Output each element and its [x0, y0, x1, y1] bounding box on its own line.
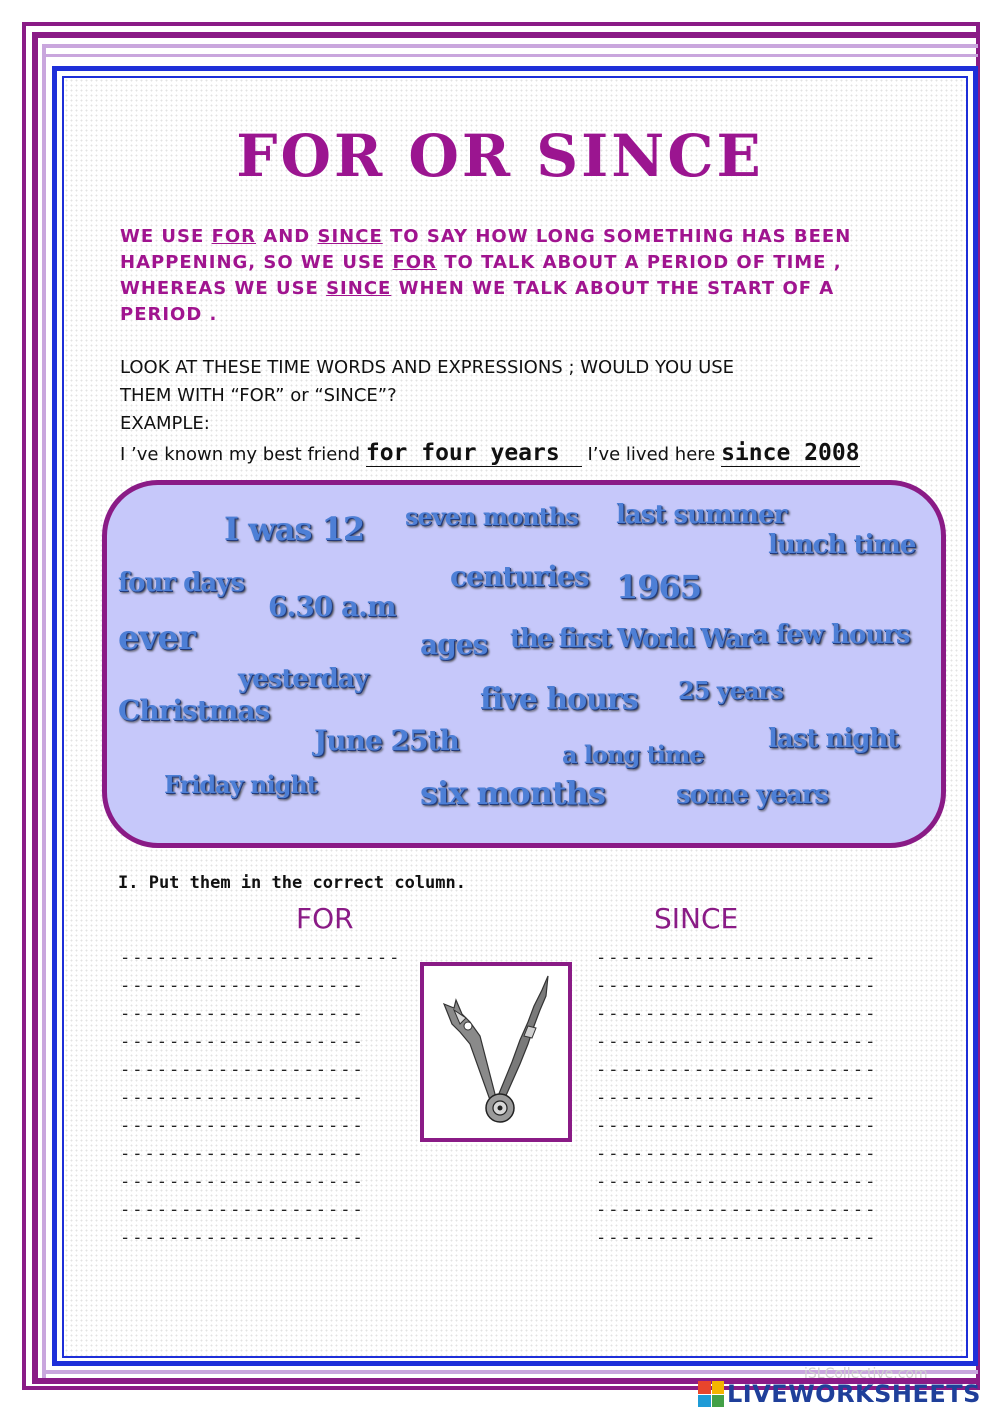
for-column	[120, 944, 401, 1252]
word-chip[interactable]: June 25th	[314, 724, 459, 757]
word-chip[interactable]: 6.30 a.m	[268, 590, 396, 623]
answer-line[interactable]: --------------------	[120, 976, 365, 996]
for-keyword: FOR	[392, 252, 437, 273]
word-chip[interactable]: some years	[676, 780, 828, 810]
answer-line[interactable]: --------------------	[120, 1088, 365, 1108]
word-chip[interactable]: seven months	[405, 502, 578, 531]
answer-line[interactable]: -----------------------	[120, 948, 402, 968]
answer-line[interactable]: --------------------	[120, 1228, 365, 1248]
word-chip[interactable]: four days	[118, 568, 244, 598]
answer-line[interactable]: -----------------------	[596, 1060, 878, 1080]
word-chip[interactable]: ages	[420, 628, 488, 661]
answer-line[interactable]: --------------------	[120, 1116, 365, 1136]
answer-line[interactable]: -----------------------	[596, 976, 878, 996]
word-chip[interactable]: last night	[768, 724, 899, 754]
brand-logo[interactable]	[698, 1378, 981, 1410]
word-chip[interactable]: ever	[118, 618, 195, 658]
for-column-header: FOR	[296, 902, 354, 935]
question-text	[120, 354, 880, 438]
example-sentence: I ’ve known my best friend	[120, 444, 366, 465]
answer-line[interactable]: -----------------------	[596, 1144, 878, 1164]
answer-line[interactable]: -----------------------	[596, 1088, 878, 1108]
word-chip[interactable]: Christmas	[118, 694, 270, 727]
word-chip[interactable]: five hours	[480, 682, 638, 717]
liveworksheets-icon	[698, 1381, 724, 1407]
example-row	[120, 440, 860, 466]
intro-text: WE USE FOR AND SINCE TO SAY HOW LONG SOMETHING HAS BEEN HAPPENING, SO WE USE FOR TO TALK ABOUT A PERIOD OF TIME , WHEREAS WE USE SINCE WHEN WE TALK ABOUT THE START OF A PERIOD .	[120, 226, 852, 325]
word-chip[interactable]: lunch time	[768, 530, 916, 560]
word-chip[interactable]: yesterday	[238, 664, 368, 694]
question-line-1: LOOK AT THESE TIME WORDS AND EXPRESSIONS ; WOULD YOU USE	[120, 357, 735, 378]
word-chip[interactable]: centuries	[450, 560, 589, 593]
answer-line[interactable]: --------------------	[120, 1144, 365, 1164]
page-title: FOR OR SINCE	[236, 122, 764, 190]
word-chip[interactable]: Friday night	[164, 770, 317, 799]
answer-line[interactable]: --------------------	[120, 1060, 365, 1080]
word-chip[interactable]: 1965	[616, 568, 702, 606]
answer-line[interactable]: --------------------	[120, 1004, 365, 1024]
clock-hands-icon	[424, 966, 568, 1138]
since-column-header: SINCE	[654, 902, 739, 935]
word-chip[interactable]: 25 years	[678, 676, 783, 705]
example-answer-for: for four years	[366, 440, 582, 467]
clock-hands-image	[420, 962, 572, 1142]
answer-line[interactable]: -----------------------	[596, 948, 878, 968]
answer-line[interactable]: -----------------------	[596, 1172, 878, 1192]
brand-name: LIVEWORKSHEETS	[727, 1380, 981, 1408]
answer-line[interactable]: --------------------	[120, 1200, 365, 1220]
frame-line	[32, 32, 38, 1382]
word-chip[interactable]: six months	[420, 774, 605, 812]
answer-line[interactable]: -----------------------	[596, 1032, 878, 1052]
watermark: iSLCollective.com	[804, 1366, 928, 1382]
answer-line[interactable]: -----------------------	[596, 1228, 878, 1248]
answer-line[interactable]: --------------------	[120, 1172, 365, 1192]
answer-line[interactable]: -----------------------	[596, 1116, 878, 1136]
answer-line[interactable]: --------------------	[120, 1032, 365, 1052]
instruction-text: I. Put them in the correct column.	[118, 873, 466, 893]
answer-line[interactable]: -----------------------	[596, 1004, 878, 1024]
since-keyword: SINCE	[326, 278, 392, 299]
frame-line	[42, 54, 978, 57]
for-keyword: FOR	[211, 226, 257, 247]
example-label: EXAMPLE:	[120, 413, 210, 434]
question-line-2: THEM WITH “FOR” or “SINCE”?	[120, 385, 397, 406]
since-column	[596, 944, 877, 1252]
word-chip[interactable]: a long time	[562, 740, 704, 769]
since-keyword: SINCE	[317, 226, 383, 247]
example-answer-since: since 2008	[721, 440, 860, 466]
word-chip[interactable]: a few hours	[752, 620, 910, 650]
frame-line	[42, 44, 978, 48]
frame-line	[32, 32, 978, 38]
word-chip[interactable]: I was 12	[224, 510, 365, 548]
answer-line[interactable]: -----------------------	[596, 1200, 878, 1220]
example-sentence: I’ve lived here	[581, 444, 722, 465]
word-chip[interactable]: last summer	[616, 500, 787, 530]
frame-line	[42, 44, 46, 1382]
word-chip[interactable]: the first World War	[510, 624, 752, 654]
